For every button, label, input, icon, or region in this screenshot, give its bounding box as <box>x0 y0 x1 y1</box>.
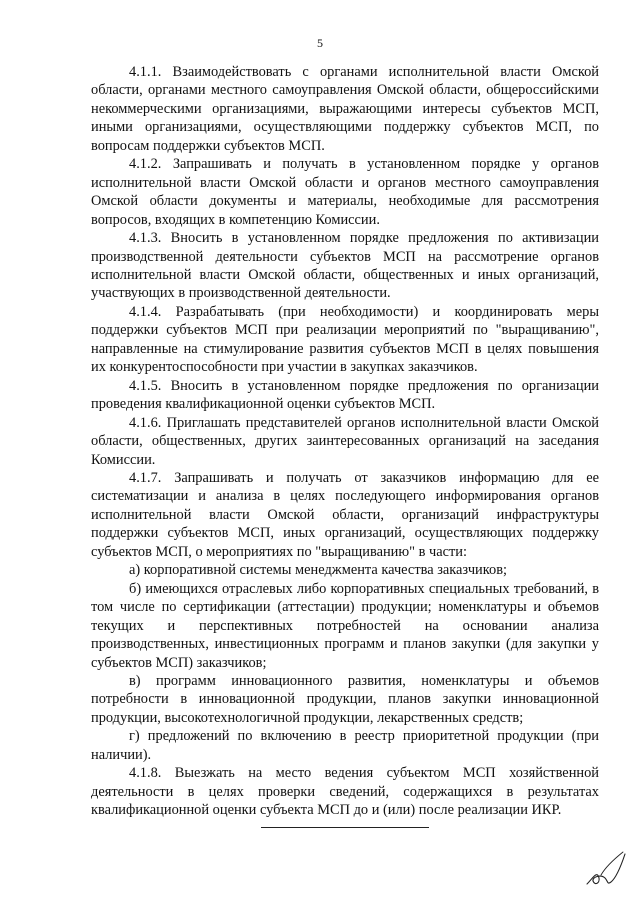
paragraph-number: 4.1.7. <box>129 469 162 486</box>
page-number: 5 <box>317 36 323 50</box>
paragraph-number: 4.1.6. <box>129 414 162 431</box>
handwritten-signature <box>583 848 627 890</box>
paragraph-number: 4.1.2. <box>129 156 162 173</box>
paragraph-text: Запрашивать и получать в установленном порядке у органов исполнительной власти Омской области и органов местного самоуправления Омской области документы и материалы, необходимые для рассмотрения вопросов, входящих в компетенцию Комиссии. <box>91 156 599 228</box>
paragraph-4-1-2 <box>91 155 599 229</box>
document-body <box>91 63 599 820</box>
list-item-marker: б) <box>129 580 142 597</box>
list-item-marker: г) <box>129 728 140 745</box>
paragraph-number: 4.1.3. <box>129 230 162 247</box>
list-item-marker: а) <box>129 562 141 579</box>
paragraph-text: Выезжать на место ведения субъектом МСП хозяйственной деятельности в целях проверки сведений, содержащихся в результатах квалификационной оценки субъекта МСП до и (или) после реализации ИКР. <box>91 765 599 819</box>
list-item-b <box>91 580 599 672</box>
paragraph-number: 4.1.8. <box>129 765 162 782</box>
paragraph-number: 4.1.1. <box>129 64 162 80</box>
list-item-text: предложений по включению в реестр приоритетной продукции (при наличии). <box>91 728 599 763</box>
list-item-text: имеющихся отраслевых либо корпоративных специальных требований, в том числе по сертификации (аттестации) продукции; номенклатуры и объемов текущих и перспективных потребностей на основании анализа производственных, инвестиционных программ и планов закупки (для закупки у субъектов МСП) заказчиков; <box>91 580 599 671</box>
paragraph-4-1-8 <box>91 764 599 819</box>
paragraph-text: Взаимодействовать с органами исполнительной власти Омской области, органами местного самоуправления Омской области, общероссийскими некоммерческими организациями, выражающими интересы субъектов МСП, иными организациями, осуществляющими поддержку субъектов МСП, по вопросам поддержки субъектов МСП. <box>91 64 599 154</box>
paragraph-4-1-3 <box>91 229 599 303</box>
list-item-text: программ инновационного развития, номенклатуры и объемов потребности в инновационной продукции, планов закупки инновационной продукции, высокотехнологичной продукции, лекарственных средств; <box>91 672 599 726</box>
list-item-g <box>91 727 599 764</box>
list-item-marker: в) <box>129 672 141 689</box>
end-of-text-rule <box>261 827 429 828</box>
paragraph-4-1-4 <box>91 303 599 377</box>
paragraph-number: 4.1.5. <box>129 377 162 394</box>
paragraph-4-1-5 <box>91 377 599 414</box>
list-item-a <box>91 561 599 579</box>
paragraph-4-1-6 <box>91 414 599 469</box>
list-item-v <box>91 672 599 727</box>
paragraph-4-1-7 <box>91 469 599 561</box>
paragraph-text: Вносить в установленном порядке предложения по активизации производственной деятельности субъектов МСП на рассмотрение органов исполнительной власти Омской области, общественных и иных организаций, участвующих в производственной деятельности. <box>91 230 599 302</box>
paragraph-text: Запрашивать и получать от заказчиков информацию для ее систематизации и анализа в целях последующего информирования органов исполнительной власти Омской области, организаций инфраструктуры поддержки субъектов МСП, иных организаций, осуществляющих поддержку субъектов МСП, о мероприятиях по "выращиванию" в части: <box>91 469 599 560</box>
list-item-text: корпоративной системы менеджмента качества заказчиков; <box>143 562 508 579</box>
paragraph-4-1-1 <box>91 63 599 155</box>
paragraph-number: 4.1.4. <box>129 303 162 320</box>
paragraph-text: Разрабатывать (при необходимости) и координировать меры поддержки субъектов МСП при реализации мероприятий по "выращиванию", направленные на стимулирование развития субъектов МСП в целях повышения их конкурентоспособности при участии в закупках заказчиков. <box>91 303 599 376</box>
paragraph-text: Приглашать представителей органов исполнительной власти Омской области, общественных, других заинтересованных организаций на заседания Комиссии. <box>91 414 599 468</box>
paragraph-text: Вносить в установленном порядке предложения по организации проведения квалификационной оценки субъектов МСП. <box>91 377 599 413</box>
